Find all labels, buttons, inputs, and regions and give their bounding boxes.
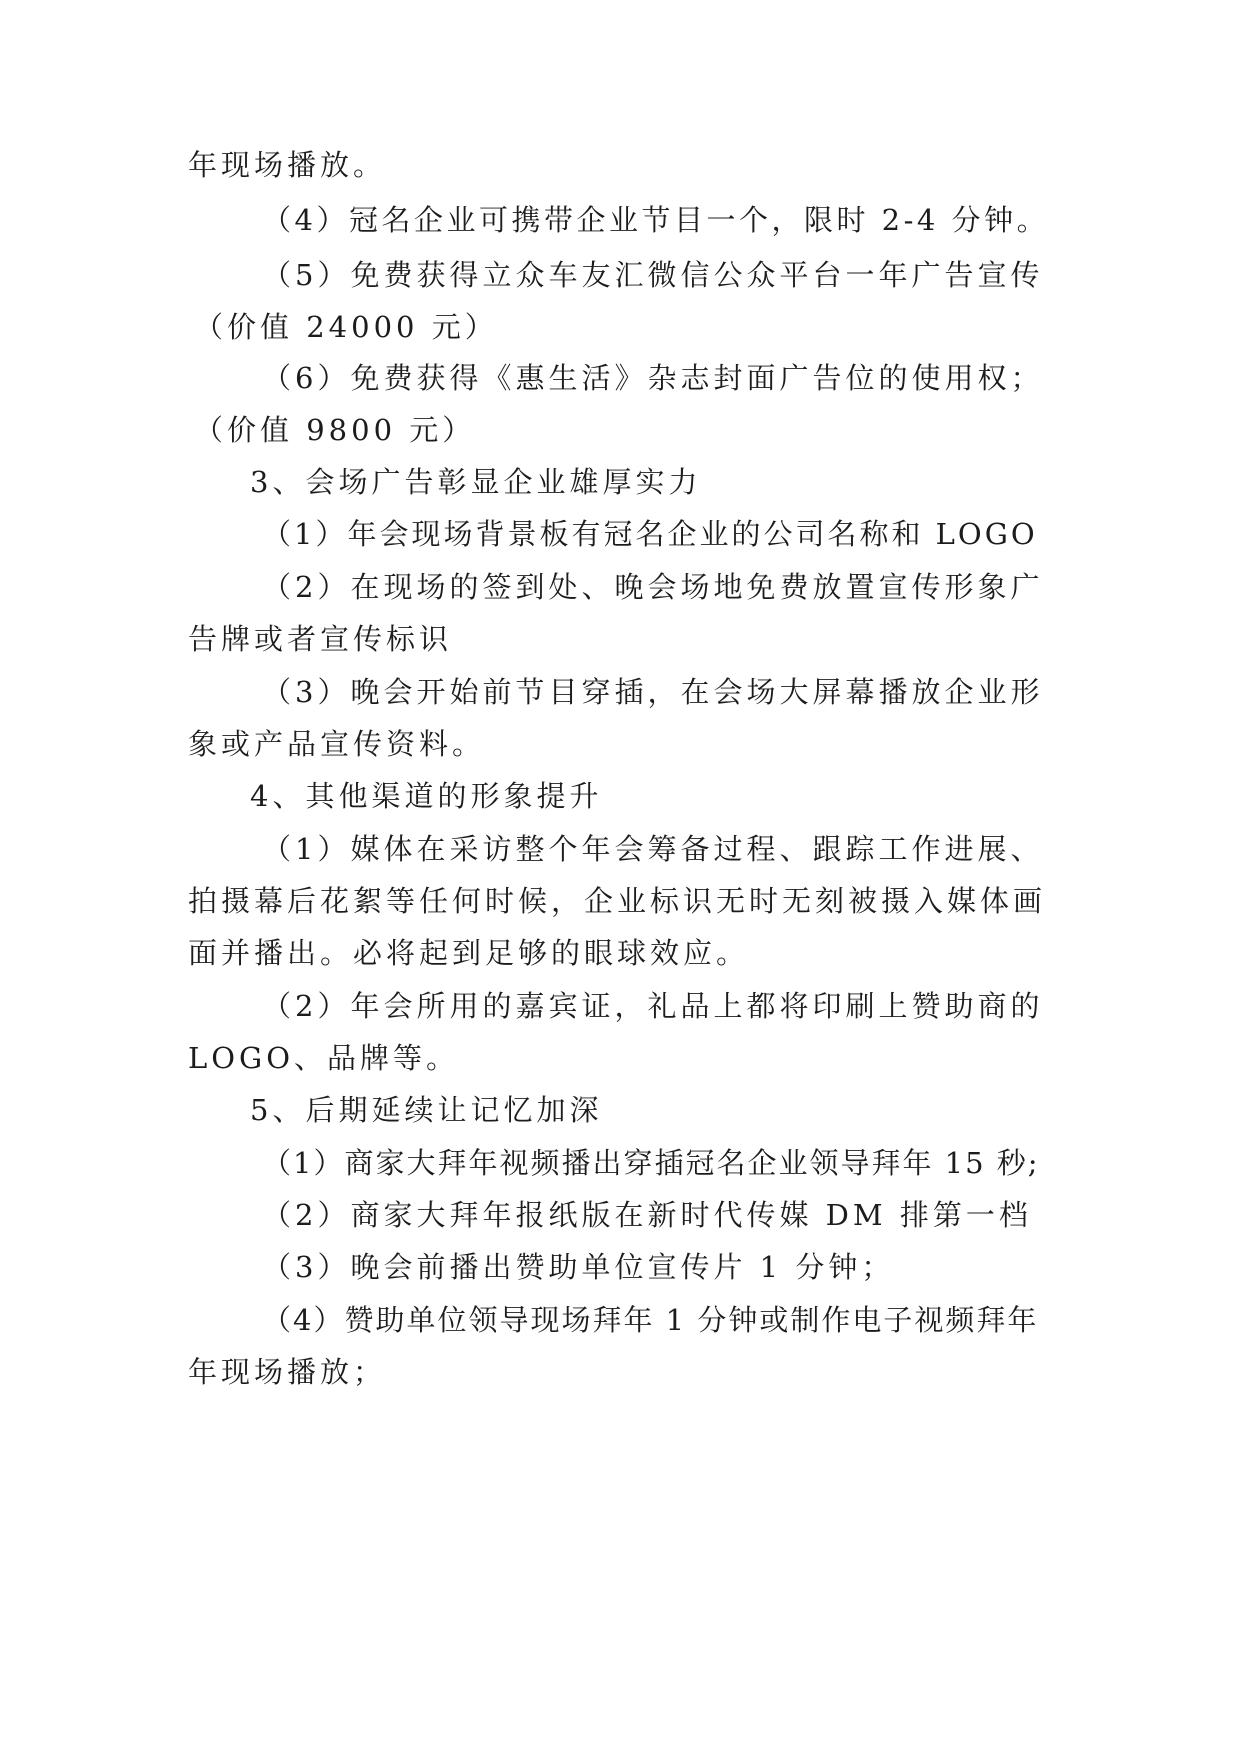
list-item-3: （3）晚会前播出赞助单位宣传片 1 分钟； (262, 1250, 895, 1284)
section-heading-5: 5、后期延续让记忆加深 (250, 1093, 603, 1127)
text-line: 告牌或者宣传标识 (188, 622, 453, 656)
text-line: 面并播出。必将起到足够的眼球效应。 (188, 936, 750, 970)
list-item-1: （1）年会现场背景板有冠名企业的公司名称和 LOGO (262, 517, 1038, 551)
list-item-4: （4）冠名企业可携带企业节目一个，限时 2-4 分钟。 (262, 203, 1050, 237)
list-item-6: （6）免费获得《惠生活》杂志封面广告位的使用权； (262, 361, 1044, 395)
text-line: 拍摄幕后花絮等任何时候，企业标识无时无刻被摄入媒体画 (188, 884, 1047, 918)
section-heading-4: 4、其他渠道的形象提升 (250, 779, 603, 813)
list-item-2: （2）年会所用的嘉宾证，礼品上都将印刷上赞助商的 (262, 989, 1044, 1023)
section-heading-3: 3、会场广告彰显企业雄厚实力 (250, 465, 702, 499)
text-line: LOGO、品牌等。 (188, 1041, 459, 1075)
list-item-1: （1）商家大拜年视频播出穿插冠名企业领导拜年 15 秒; (262, 1146, 1040, 1180)
list-item-4: （4）赞助单位领导现场拜年 1 分钟或制作电子视频拜年 (262, 1303, 1039, 1337)
list-item-2: （2）商家大拜年报纸版在新时代传媒 DM 排第一档 (262, 1198, 1032, 1232)
list-item-3: （3）晚会开始前节目穿插，在会场大屏幕播放企业形 (262, 675, 1044, 709)
text-line: 象或产品宣传资料。 (188, 727, 486, 761)
text-line: （价值 9800 元） (194, 413, 476, 447)
text-line: （价值 24000 元） (194, 310, 498, 344)
list-item-1: （1）媒体在采访整个年会筹备过程、跟踪工作进展、 (262, 832, 1044, 866)
list-item-5: （5）免费获得立众车友汇微信公众平台一年广告宣传 (262, 258, 1044, 292)
list-item-2: （2）在现场的签到处、晚会场地免费放置宣传形象广 (262, 570, 1044, 604)
text-line: 年现场播放。 (188, 148, 387, 182)
text-line: 年现场播放； (188, 1355, 387, 1389)
